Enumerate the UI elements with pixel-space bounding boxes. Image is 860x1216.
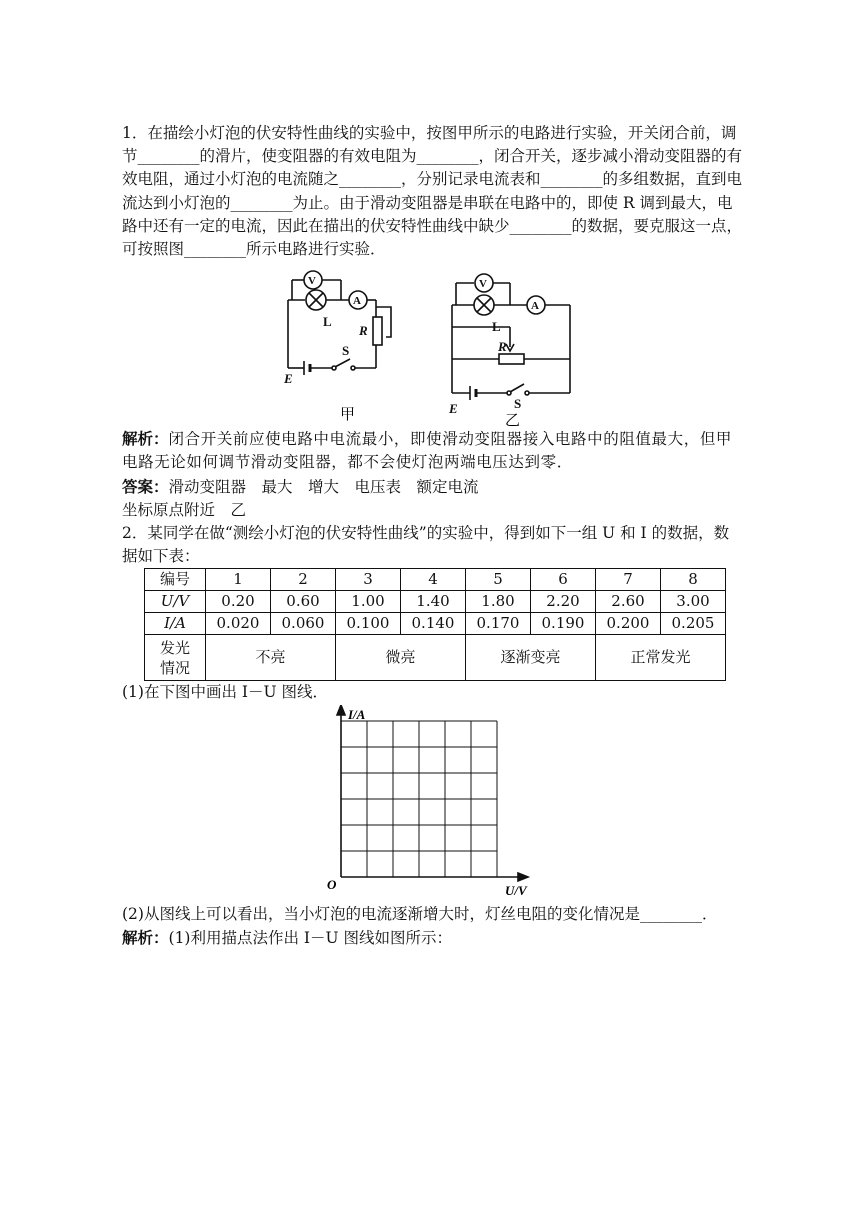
rheostat-a — [373, 317, 382, 345]
label-r-a: R — [359, 323, 368, 339]
question-2-intro: 2．某同学在做“测绘小灯泡的伏安特性曲线”的实验中，得到如下一组 U 和 I 的数据，数据如下表： — [122, 524, 730, 566]
label-e-a: E — [284, 371, 293, 387]
origin-label: O — [327, 876, 337, 892]
table-row-u — [145, 591, 726, 613]
table-header-glow — [145, 635, 206, 681]
table-cell: 2 — [271, 569, 336, 591]
q1-answer — [122, 475, 742, 499]
q2-part1: (1)在下图中画出 I－U 图线． — [122, 683, 328, 702]
q1-answer-text: 滑动变阻器 最大 增大 电压表 额定电流 — [168, 477, 479, 496]
q2-part2: (2)从图线上可以看出，当小灯泡的电流逐渐增大时，灯丝电阻的变化情况是________． — [122, 904, 718, 923]
circuit-a — [288, 271, 391, 375]
document-page — [122, 122, 742, 950]
circuit-b — [452, 274, 570, 400]
table-cell: 1.40 — [401, 591, 466, 613]
glow-header-line2: 情况 — [159, 658, 190, 677]
table-cell: 3 — [336, 569, 401, 591]
table-cell: 5 — [466, 569, 531, 591]
q1-answer-line2: 坐标原点附近 乙 — [122, 500, 247, 519]
table-cell: 0.020 — [206, 613, 271, 635]
table-cell: 1.00 — [336, 591, 401, 613]
table-header: I/A — [145, 613, 206, 635]
table-header: 编号 — [145, 569, 206, 591]
label-v-b: V — [479, 278, 487, 291]
label-v-a: V — [308, 275, 316, 288]
label-e-b: E — [449, 401, 458, 417]
question-1-text: 1．在描绘小灯泡的伏安特性曲线的实验中，按图甲所示的电路进行实验，开关闭合前，调节________的滑片，使变阻器的有效电阻为________，闭合开关，逐步减小滑动变阻器的有效电阻，通过小灯泡的电流随之________，分别记录电流表和________的多组数据，直到电流达到小灯泡的________为止。由于滑动变阻器是串联在电路中的，即使 R 调到最大，电路中还有一定的电流，因此在描出的伏安特性曲线中缺少________的数据，要克服这一点，可按照图________所示电路进行实验． — [122, 124, 743, 259]
table-header: U/V — [145, 591, 206, 613]
x-axis-label: U/V — [505, 882, 527, 895]
circuit-figures — [122, 267, 742, 427]
table-cell: 1 — [206, 569, 271, 591]
q1-analysis — [122, 427, 742, 474]
q1-analysis-label: 解析： — [122, 429, 169, 449]
table-cell: 2.20 — [531, 591, 596, 613]
label-s-b: S — [514, 396, 522, 412]
glow-header-line1: 发光 — [159, 638, 190, 657]
iu-graph — [122, 705, 742, 895]
label-l-a: L — [323, 314, 332, 330]
table-cell: 4 — [401, 569, 466, 591]
table-cell: 正常发光 — [596, 635, 726, 681]
q2-analysis-label: 解析： — [122, 927, 169, 947]
label-a-b: A — [531, 300, 539, 313]
circuit-diagrams — [122, 267, 742, 427]
table-cell: 0.200 — [596, 613, 661, 635]
table-cell: 6 — [531, 569, 596, 591]
table-row-index — [145, 569, 726, 591]
iu-grid-svg — [122, 705, 742, 895]
table-cell: 8 — [661, 569, 726, 591]
q1-analysis-text: 闭合开关前应使电路中电流最小，即使滑动变阻器接入电路中的阻值最大，但甲电路无论如何调节滑动变阻器，都不会使灯泡两端电压达到零． — [122, 430, 733, 472]
table-cell: 1.80 — [466, 591, 531, 613]
table-row-glow — [145, 635, 726, 681]
data-table — [144, 568, 726, 681]
figure-caption-a: 甲 — [340, 407, 356, 424]
table-row-i — [145, 613, 726, 635]
table-cell: 0.20 — [206, 591, 271, 613]
table-cell: 7 — [596, 569, 661, 591]
y-axis-label: I/A — [348, 706, 366, 722]
table-cell: 2.60 — [596, 591, 661, 613]
table-cell: 0.140 — [401, 613, 466, 635]
table-cell: 0.170 — [466, 613, 531, 635]
rheostat-b — [499, 354, 524, 364]
figure-caption-b: 乙 — [505, 413, 521, 428]
table-cell: 0.060 — [271, 613, 336, 635]
table-cell: 0.100 — [336, 613, 401, 635]
x-axis-arrow — [518, 873, 528, 881]
label-s-a: S — [342, 343, 350, 359]
label-a-a: A — [353, 295, 361, 308]
table-cell: 0.60 — [271, 591, 336, 613]
table-cell: 微亮 — [336, 635, 466, 681]
q2-analysis — [122, 926, 742, 950]
table-cell: 0.190 — [531, 613, 596, 635]
table-cell: 逐渐变亮 — [466, 635, 596, 681]
axes — [337, 705, 528, 881]
label-l-b: L — [492, 319, 501, 335]
label-r-b: R — [498, 339, 507, 355]
y-axis-arrow — [337, 705, 345, 715]
q2-analysis-text: (1)利用描点法作出 I－U 图线如图所示： — [168, 928, 453, 947]
table-cell: 0.205 — [661, 613, 726, 635]
q1-answer-label: 答案： — [122, 476, 169, 496]
table-cell: 3.00 — [661, 591, 726, 613]
table-cell: 不亮 — [206, 635, 336, 681]
